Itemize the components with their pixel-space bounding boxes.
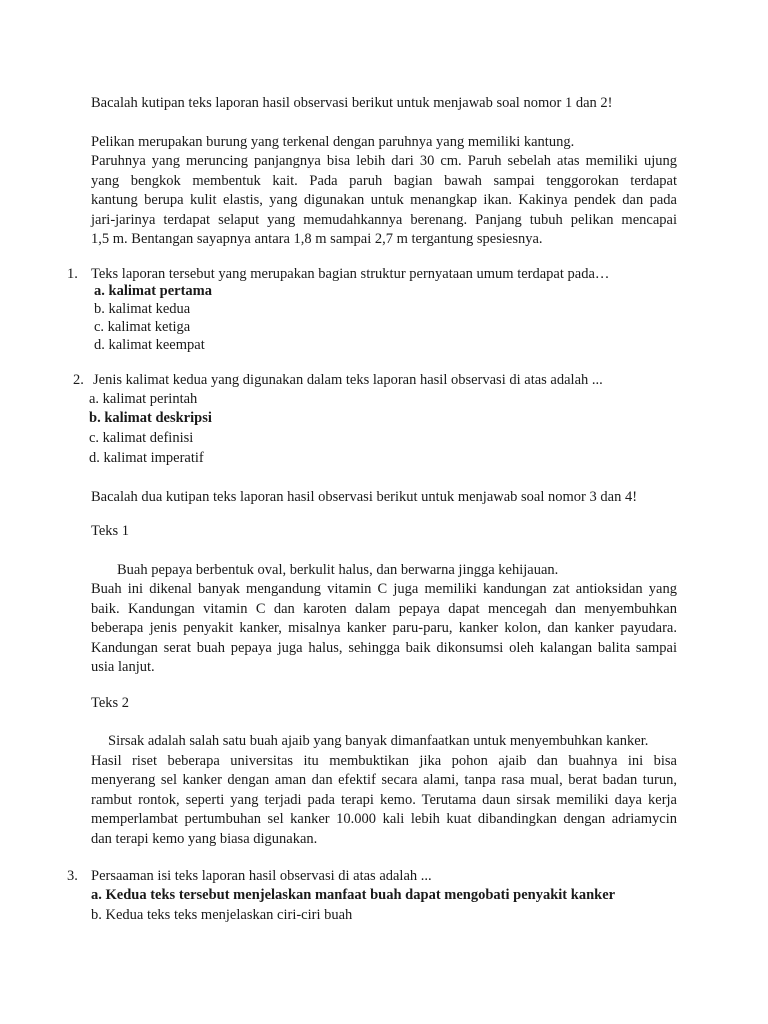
question-1-number: 1. (67, 266, 78, 282)
question-2-text: Jenis kalimat kedua yang digunakan dalam teks laporan hasil observasi di atas adalah ... (93, 372, 603, 388)
teks-2-line: dan terapi kemo yang biasa digunakan. (91, 831, 318, 847)
instruction-2: Bacalah dua kutipan teks laporan hasil observasi berikut untuk menjawab soal nomor 3 dan 4! (91, 489, 638, 505)
question-2-option-b-correct: b. kalimat deskripsi (89, 410, 212, 426)
teks-2-line: memperlambat pertumbuhan sel kanker 10.000 kali lebih kuat dibandingkan dengan adriamycin (91, 811, 677, 827)
question-1-option-c: c. kalimat ketiga (94, 319, 191, 335)
question-3-option-a-correct: a. Kedua teks tersebut menjelaskan manfaat buah dapat mengobati penyakit kanker (91, 887, 616, 903)
question-3-number: 3. (67, 868, 78, 884)
teks-1-line: beberapa jenis penyakit kanker, misalnya kanker paru-paru, kanker kolon, dan kanker payudara. (91, 620, 677, 636)
teks-1-line: Buah pepaya berbentuk oval, berkulit halus, dan berwarna jingga kehijauan. (117, 562, 559, 578)
passage1-line: Paruhnya yang meruncing panjangnya bisa lebih dari 30 cm. Paruh sebelah atas memiliki ujung (91, 153, 677, 169)
instruction-1: Bacalah kutipan teks laporan hasil observasi berikut untuk menjawab soal nomor 1 dan 2! (91, 95, 613, 111)
passage1-line: jari-jarinya terdapat selaput yang memudahkannya berenang. Panjang tubuh pelikan mencapai (91, 212, 677, 228)
question-3-option-b: b. Kedua teks teks menjelaskan ciri-ciri buah (91, 907, 353, 923)
question-1-option-a-correct: a. kalimat pertama (94, 283, 212, 299)
question-1-option-d: d. kalimat keempat (94, 337, 205, 353)
question-2-option-c: c. kalimat definisi (89, 430, 194, 446)
question-2-number: 2. (73, 372, 84, 388)
teks-2-line: menyerang sel kanker dengan aman dan efektif secara alami, tanpa rasa mual, berat badan turun, (91, 772, 677, 788)
passage1-line: 1,5 m. Bentangan sayapnya antara 1,8 m sampai 2,7 m tergantung spesiesnya. (91, 231, 543, 247)
teks-1-line: usia lanjut. (91, 659, 155, 675)
teks-1-line: baik. Kandungan vitamin C dan karoten dalam pepaya dapat mencegah dan menyembuhkan (91, 601, 677, 617)
teks-1-line: Kandungan serat buah pepaya juga halus, sehingga baik dikonsumsi oleh kalangan balita sampai (91, 640, 677, 656)
passage1-line: Pelikan merupakan burung yang terkenal dengan paruhnya yang memiliki kantung. (91, 134, 575, 150)
question-1-text: Teks laporan tersebut yang merupakan bagian struktur pernyataan umum terdapat pada… (91, 266, 610, 282)
passage1-line: yang bengkok membentuk kait. Pada paruh bagian bawah sampai tenggorokan terdapat (91, 173, 677, 189)
question-2-option-a: a. kalimat perintah (89, 391, 198, 407)
passage1-line: kantung berupa kulit elastis, yang digunakan untuk menangkap ikan. Kakinya pendek dan pada (91, 192, 677, 208)
question-2-option-d: d. kalimat imperatif (89, 450, 204, 466)
teks-1-line: Buah ini dikenal banyak mengandung vitamin C juga memiliki kandungan zat antioksidan yang (91, 581, 677, 597)
teks-2-line: Hasil riset beberapa universitas itu membuktikan jika pohon ajaib dan buahnya ini bisa (91, 753, 677, 769)
question-1-option-b: b. kalimat kedua (94, 301, 191, 317)
teks-2-line: Sirsak adalah salah satu buah ajaib yang banyak dimanfaatkan untuk menyembuhkan kanker. (108, 733, 649, 749)
teks-1-heading: Teks 1 (91, 523, 130, 539)
teks-2-heading: Teks 2 (91, 695, 130, 711)
question-3-text: Persaaman isi teks laporan hasil observasi di atas adalah ... (91, 868, 432, 884)
teks-2-line: rambut rontok, seperti yang terjadi pada terapi kemo. Terutama daun sirsak memiliki daya kerja (91, 792, 677, 808)
